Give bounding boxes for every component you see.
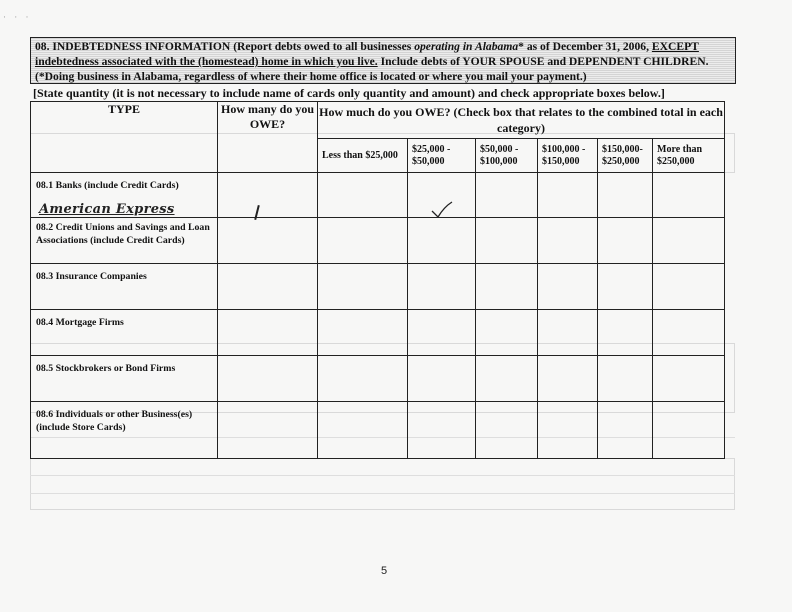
page-number: 5: [381, 565, 388, 577]
quantity-cell[interactable]: [218, 356, 318, 402]
range-header: $150,000- $250,000: [598, 139, 653, 173]
table-row: [31, 356, 725, 402]
table-row: [31, 173, 725, 218]
range-checkbox-cell[interactable]: [538, 402, 598, 459]
range-checkbox-cell[interactable]: [318, 402, 408, 459]
range-checkbox-cell[interactable]: [598, 264, 653, 310]
header-text-6: (*Doing business in Alabama, regardless of where their home office is located or where you mail your payment.): [35, 70, 587, 83]
range-checkbox-cell[interactable]: [408, 264, 476, 310]
indebtedness-table: [30, 101, 725, 459]
section-header: [30, 37, 736, 84]
range-checkbox-cell[interactable]: [598, 310, 653, 356]
row-label-mortgage: 08.4 Mortgage Firms: [31, 310, 218, 356]
range-checkbox-cell[interactable]: [476, 310, 538, 356]
range-header: $50,000 - $100,000: [476, 139, 538, 173]
bleed-through-line: [30, 493, 735, 494]
bleed-through-box-bottom: [30, 458, 735, 510]
header-text-italic: operating in Alabama: [414, 40, 519, 53]
quantity-cell[interactable]: [218, 264, 318, 310]
range-checkbox-cell[interactable]: [598, 356, 653, 402]
range-checkbox-cell[interactable]: [476, 356, 538, 402]
range-checkbox-cell[interactable]: [408, 402, 476, 459]
bleed-through-line: [30, 475, 735, 476]
range-header: $25,000 - $50,000: [408, 139, 476, 173]
table-row: [31, 310, 725, 356]
range-checkbox-cell[interactable]: [538, 264, 598, 310]
range-checkbox-cell[interactable]: [476, 402, 538, 459]
handwritten-creditor: American Express: [39, 202, 175, 217]
range-checkbox-cell[interactable]: [653, 264, 725, 310]
range-checkbox-cell[interactable]: [318, 264, 408, 310]
column-header-how-much: How much do you OWE? (Check box that relates to the combined total in each category): [318, 102, 725, 139]
range-checkbox-cell[interactable]: [318, 173, 408, 218]
table-row: [31, 218, 725, 264]
range-checkbox-cell[interactable]: [408, 310, 476, 356]
range-header: More than $250,000: [653, 139, 725, 173]
range-checkbox-cell[interactable]: [476, 264, 538, 310]
range-checkbox-cell[interactable]: [408, 218, 476, 264]
scan-speckle: · · ·: [3, 12, 32, 22]
range-checkbox-cell[interactable]: [408, 173, 476, 218]
range-checkbox-cell[interactable]: [598, 402, 653, 459]
range-checkbox-cell[interactable]: [408, 356, 476, 402]
range-checkbox-cell[interactable]: [653, 173, 725, 218]
quantity-cell[interactable]: [218, 402, 318, 459]
row-label-insurance: 08.3 Insurance Companies: [31, 264, 218, 310]
table-row: [31, 402, 725, 459]
range-checkbox-cell[interactable]: [318, 310, 408, 356]
range-header: $100,000 - $150,000: [538, 139, 598, 173]
range-checkbox-cell[interactable]: [476, 218, 538, 264]
quantity-cell[interactable]: [218, 218, 318, 264]
row-label-individuals: 08.6 Individuals or other Business(es) (include Store Cards): [31, 402, 218, 459]
header-text-3: * as of December 31, 2006,: [518, 40, 652, 53]
range-checkbox-cell[interactable]: [476, 173, 538, 218]
quantity-cell[interactable]: [218, 173, 318, 218]
range-checkbox-cell[interactable]: [653, 218, 725, 264]
range-checkbox-cell[interactable]: [598, 173, 653, 218]
range-checkbox-cell[interactable]: [538, 173, 598, 218]
range-header: Less than $25,000: [318, 139, 408, 173]
range-checkbox-cell[interactable]: [598, 218, 653, 264]
range-checkbox-cell[interactable]: [653, 356, 725, 402]
header-text-1: 08. INDEBTEDNESS INFORMATION (Report debts owed to all businesses: [35, 40, 415, 53]
row-label-banks: 08.1 Banks (include Credit Cards): [36, 180, 179, 191]
column-header-type: TYPE: [31, 102, 218, 173]
range-checkbox-cell[interactable]: [318, 218, 408, 264]
range-checkbox-cell[interactable]: [538, 356, 598, 402]
range-checkbox-cell[interactable]: [318, 356, 408, 402]
row-label-cell: [31, 173, 218, 218]
range-checkbox-cell[interactable]: [538, 218, 598, 264]
range-checkbox-cell[interactable]: [653, 402, 725, 459]
range-checkbox-cell[interactable]: [538, 310, 598, 356]
column-header-how-many: How many do you OWE?: [218, 102, 318, 173]
row-label-stockbrokers: 08.5 Stockbrokers or Bond Firms: [31, 356, 218, 402]
header-text-underlined: EXCEPT indebtedness associated with the (homestead) home in which you live.: [35, 40, 699, 68]
row-label-credit-unions: 08.2 Credit Unions and Savings and Loan Associations (include Credit Cards): [31, 218, 218, 264]
range-checkbox-cell[interactable]: [653, 310, 725, 356]
quantity-cell[interactable]: [218, 310, 318, 356]
table-row: [31, 264, 725, 310]
state-quantity-instruction: [State quantity (it is not necessary to include name of cards only quantity and amount) and check appropriate boxes below.]: [33, 86, 665, 100]
check-mark-icon: [430, 201, 454, 219]
header-text-5: Include debts of YOUR SPOUSE and DEPENDENT CHILDREN.: [377, 55, 709, 68]
